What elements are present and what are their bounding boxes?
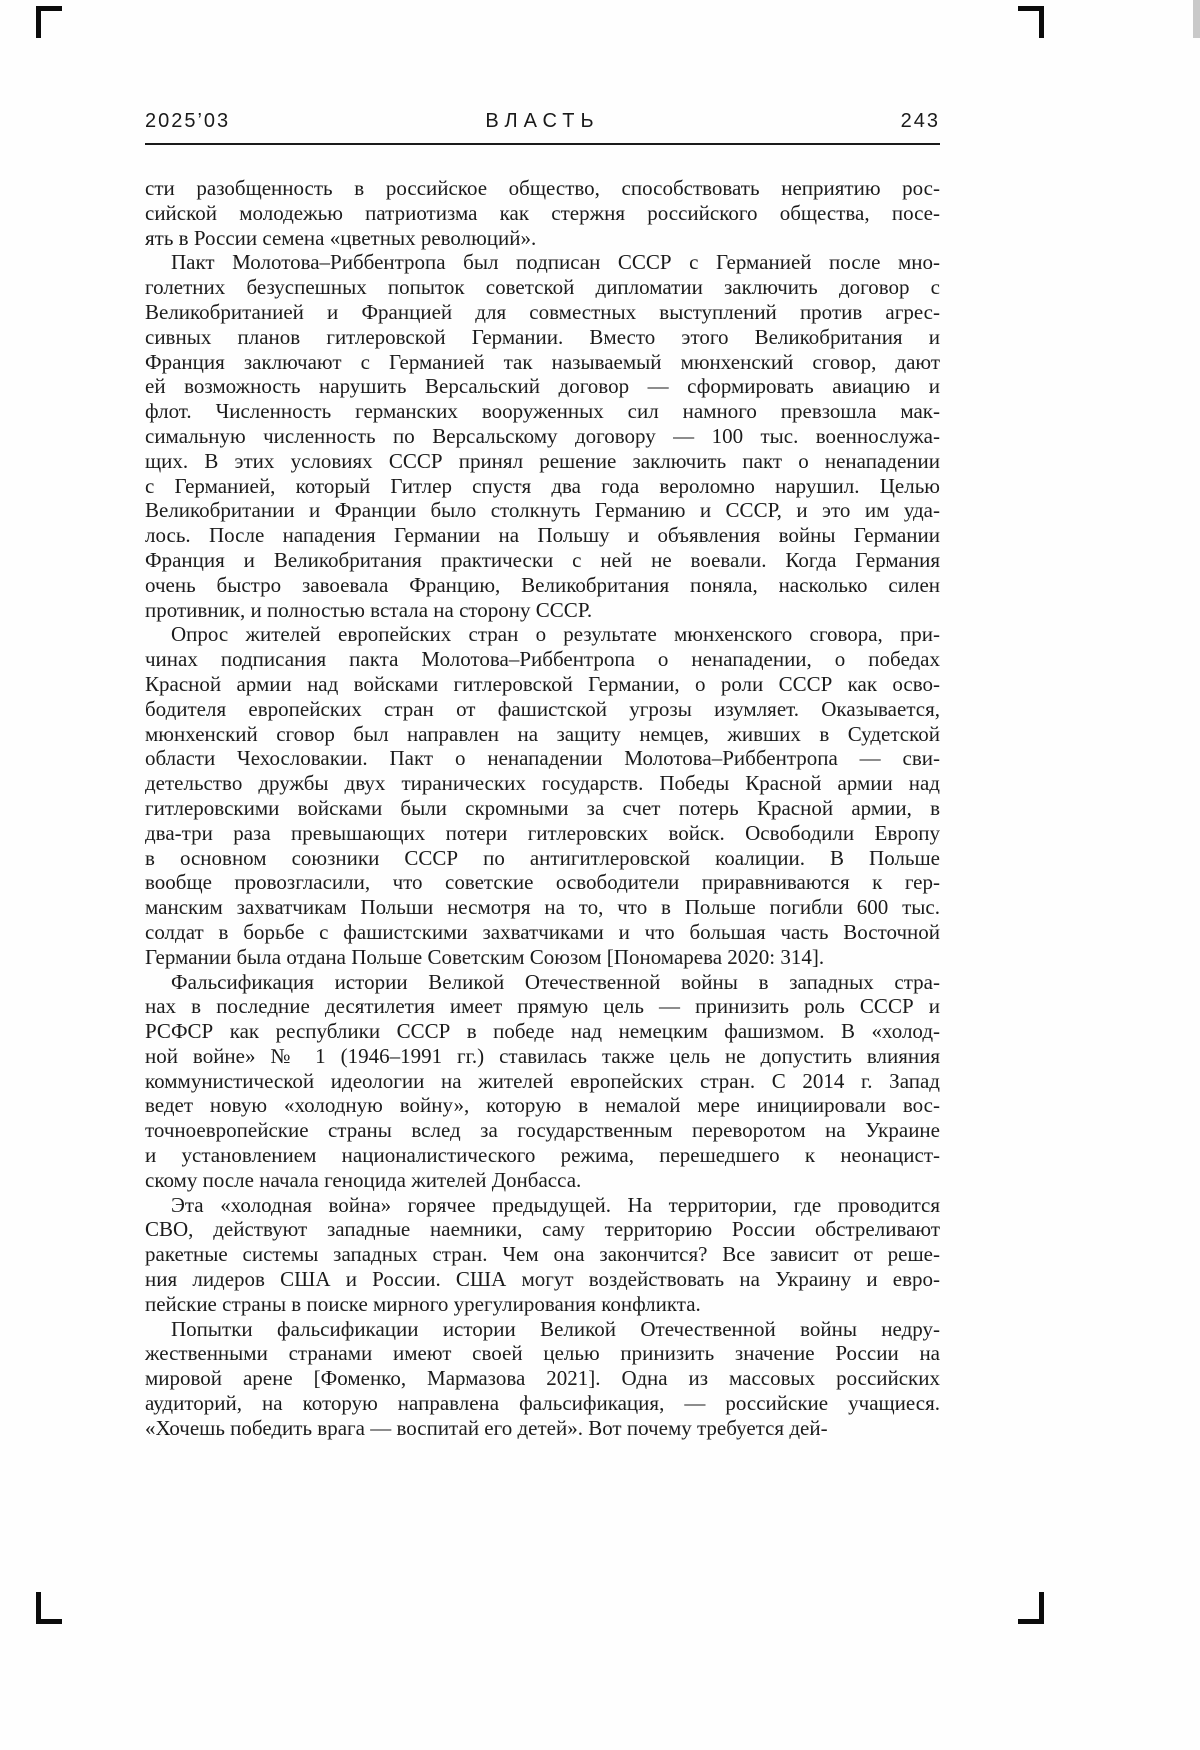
text-line: и установлением националистического режима, перешедшего к неонацист- — [145, 1143, 940, 1168]
text-line: детельство дружбы двух тиранических государств. Победы Красной армии над — [145, 771, 940, 796]
journal-title: ВЛАСТЬ — [485, 110, 600, 132]
text-line: Великобритании и Франции было столкнуть Германию и СССР, и это им уда- — [145, 498, 940, 523]
text-line: два-три раза превышающих потери гитлеровских войск. Освободили Европу — [145, 820, 940, 845]
text-line: области Чехословакии. Пакт о ненападении Молотова–Риббентропа — сви- — [145, 746, 940, 771]
page-number: 243 — [900, 110, 940, 132]
text-line: ния лидеров США и России. США могут воздействовать на Украину и евро- — [145, 1267, 940, 1292]
text-line: голетних безуспешных попыток советской дипломатии заключить договор с — [145, 275, 940, 300]
text-line: нах в последние десятилетия имеет прямую цель — принизить роль СССР и — [145, 994, 940, 1019]
text-line: симальную численность по Версальскому договору — 100 тыс. военнослужа- — [145, 423, 940, 448]
crop-mark-bottom-right — [1018, 1592, 1044, 1624]
text-line: сийской молодежью патриотизма как стержня российского общества, посе- — [145, 200, 940, 225]
paragraph — [145, 970, 940, 1193]
text-line: солдат в борьбе с фашистскими захватчиками и что большая часть Восточной — [145, 919, 940, 944]
text-line: коммунистической идеологии на жителей европейских стран. С 2014 г. Запад — [145, 1068, 940, 1093]
text-line: мировой арене [Фоменко, Мармазова 2021]. Одна из массовых российских — [145, 1366, 940, 1391]
text-line: ведет новую «холодную войну», которую в немалой мере инициировали вос- — [145, 1093, 940, 1118]
text-line: Пакт Молотова–Риббентропа был подписан СССР с Германией после мно- — [171, 250, 940, 275]
text-line: сти разобщенность в российское общество, способствовать неприятию рос- — [145, 176, 940, 200]
text-line: в основном союзники СССР по антигитлеровской коалиции. В Польше — [145, 845, 940, 870]
text-line: аудиторий, на которую направлена фальсификация, — российские учащиеся. — [145, 1391, 940, 1416]
text-line: флот. Численность германских вооруженных сил намного превзошла мак- — [145, 399, 940, 424]
article-body — [145, 176, 940, 1441]
text-line: ной войне» № 1 (1946–1991 гг.) ставилась также цель не допустить влияния — [145, 1043, 940, 1068]
text-line: РСФСР как республики СССР в победе над немецким фашизмом. В «холод- — [145, 1019, 940, 1044]
text-line: ей возможность нарушить Версальский договор — сформировать авиацию и — [145, 374, 940, 399]
crop-mark-bottom-left — [36, 1592, 62, 1624]
issue-number: 2025’03 — [145, 110, 231, 132]
text-line: противник, и полностью встала на сторону СССР. — [145, 597, 593, 622]
crop-mark-top-left — [36, 6, 62, 38]
text-line: Попытки фальсификации истории Великой Отечественной войны недру- — [171, 1316, 940, 1341]
text-line: с Германией, который Гитлер спустя два года вероломно нарушил. Целью — [145, 473, 940, 498]
paragraph — [145, 622, 940, 969]
text-line: Великобританией и Францией для совместных выступлений против агрес- — [145, 299, 940, 324]
text-line: Эта «холодная война» горячее предыдущей. На территории, где проводится — [171, 1192, 940, 1217]
text-line: Франция и Великобритания практически с ней не воевали. Когда Германия — [145, 547, 940, 572]
text-line: вообще провозгласили, что советские освободители приравниваются к гер- — [145, 870, 940, 895]
text-line: Опрос жителей европейских стран о результате мюнхенского сговора, при- — [171, 622, 940, 647]
text-line: Франция заключают с Германией так называемый мюнхенский сговор, дают — [145, 349, 940, 374]
paragraph — [145, 1193, 940, 1317]
header-rule — [145, 143, 940, 145]
text-line: сивных планов гитлеровской Германии. Вместо этого Великобритания и — [145, 324, 940, 349]
crop-mark-top-right — [1018, 6, 1044, 38]
text-line: точноевропейские страны вслед за государственным переворотом на Украине — [145, 1118, 940, 1143]
text-line: щих. В этих условиях СССР принял решение заключить пакт о ненападении — [145, 448, 940, 473]
text-line: очень быстро завоевала Францию, Великобритания поняла, насколько силен — [145, 572, 940, 597]
text-line: «Хочешь победить врага — воспитай его детей». Вот почему требуется дей- — [145, 1415, 828, 1440]
paragraph — [145, 1317, 940, 1441]
paragraph — [145, 250, 940, 622]
text-line: Красной армии над войсками гитлеровской Германии, о роли СССР как осво- — [145, 671, 940, 696]
text-line: манским захватчикам Польши несмотря на то, что в Польше погибли 600 тыс. — [145, 895, 940, 920]
text-line: гитлеровскими войсками были скромными за счет потерь Красной армии, в — [145, 795, 940, 820]
text-line: жественными странами имеют своей целью принизить значение России на — [145, 1341, 940, 1366]
text-line: мюнхенский сговор был направлен на защиту немцев, живших в Судетской — [145, 721, 940, 746]
text-line: ять в России семена «цветных революций». — [145, 225, 537, 250]
text-line: скому после начала геноцида жителей Донбасса. — [145, 1167, 582, 1192]
running-header — [145, 110, 940, 133]
text-line: СВО, действуют западные наемники, саму территорию России обстреливают — [145, 1217, 940, 1242]
scan-edge-artifact — [1193, 0, 1200, 38]
text-line: ракетные системы западных стран. Чем она закончится? Все зависит от реше- — [145, 1242, 940, 1267]
text-line: бодителя европейских стран от фашистской угрозы изумляет. Оказывается, — [145, 696, 940, 721]
text-line: Германии была отдана Польше Советским Союзом [Пономарева 2020: 314]. — [145, 944, 825, 969]
text-line: лось. После нападения Германии на Польшу и объявления войны Германии — [145, 523, 940, 548]
text-line: Фальсификация истории Великой Отечественной войны в западных стра- — [171, 969, 940, 994]
text-line: чинах подписания пакта Молотова–Риббентропа о ненападении, о победах — [145, 647, 940, 672]
text-line: пейские страны в поиске мирного урегулирования конфликта. — [145, 1291, 701, 1316]
paragraph — [145, 176, 940, 250]
